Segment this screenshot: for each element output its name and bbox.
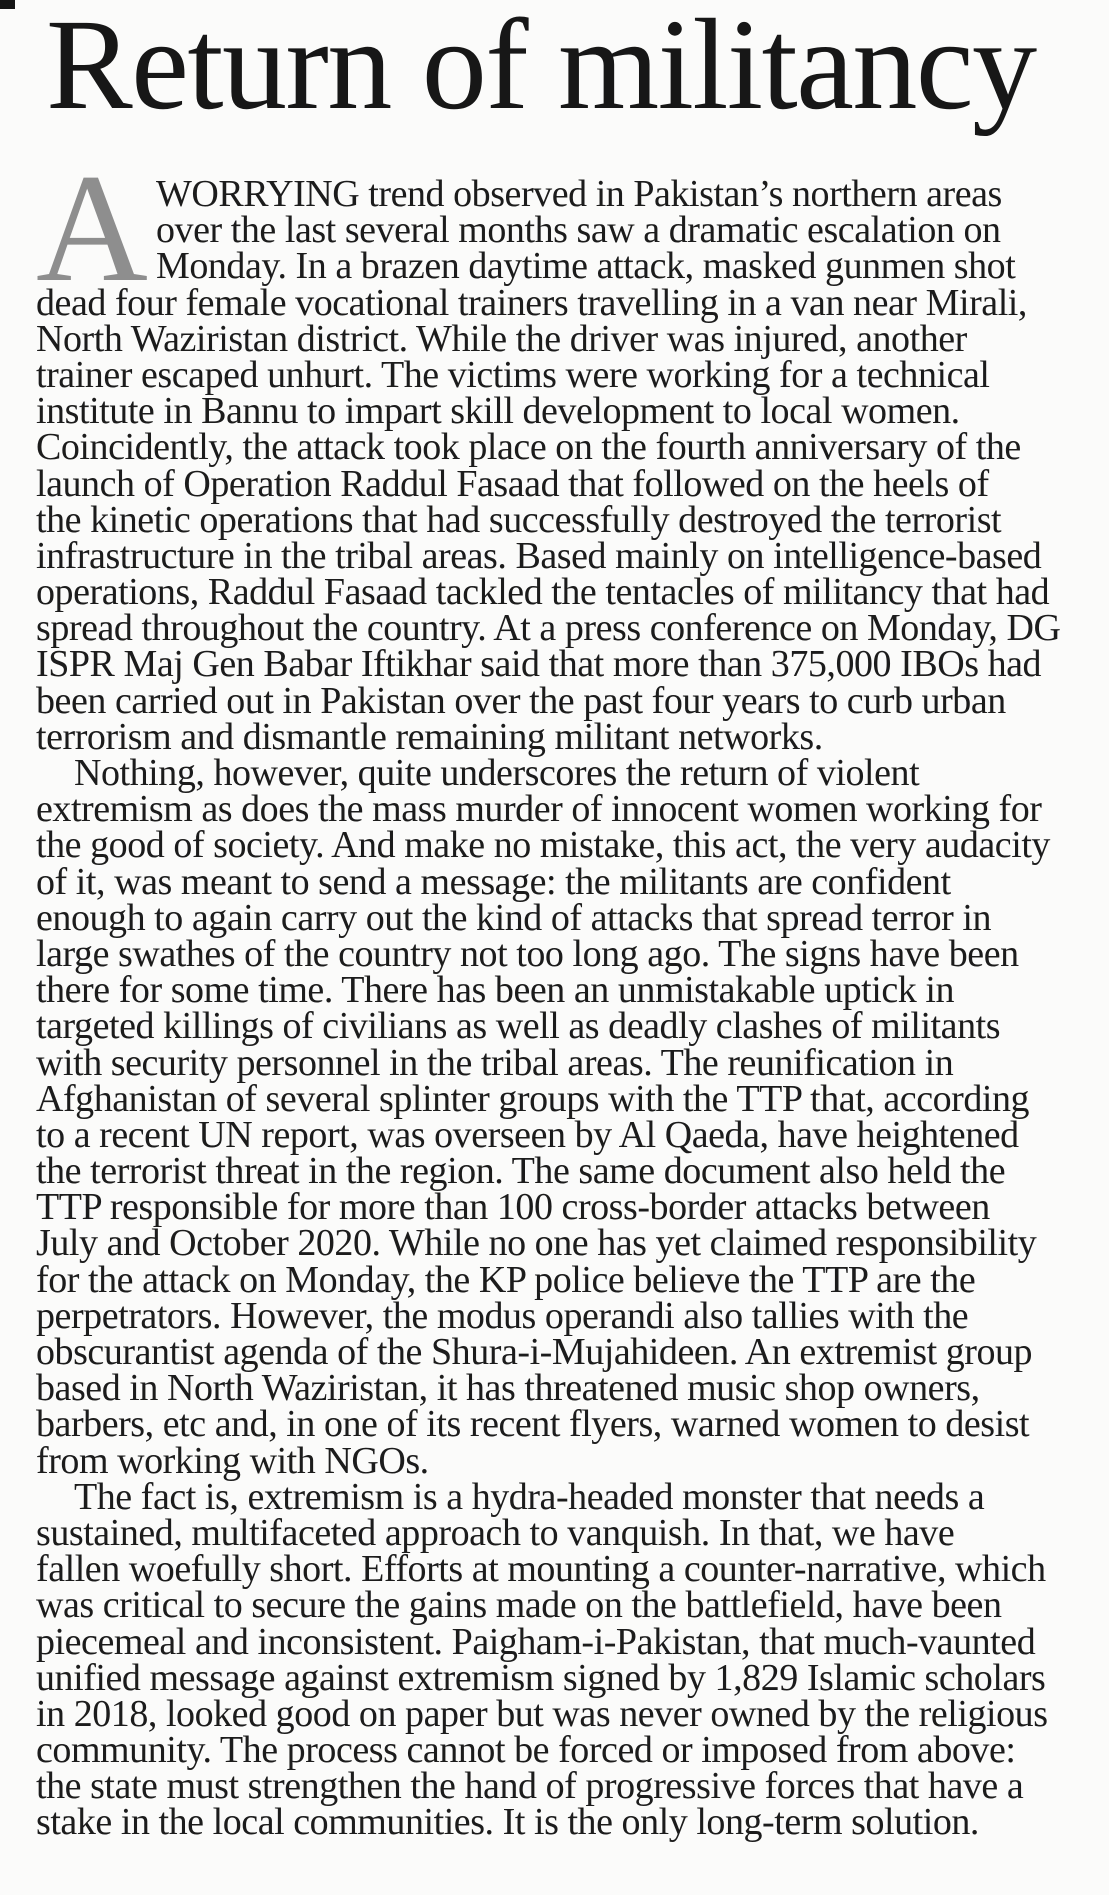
article-body bbox=[0, 142, 1109, 1844]
body-line-p2-l13: TTP responsible for more than 100 cross-border attacks between bbox=[36, 1186, 990, 1229]
body-line-p1-l9: launch of Operation Raddul Fasaad that followed on the heels of bbox=[36, 462, 989, 505]
body-line-p2-l17: obscurantist agenda of the Shura-i-Mujahideen. An extremist group bbox=[36, 1331, 1033, 1373]
body-line-p1-l10: the kinetic operations that had successfully destroyed the terrorist bbox=[36, 498, 1002, 541]
body-line-p3-l3: fallen woefully short. Efforts at mounting a counter-narrative, which bbox=[36, 1548, 1046, 1591]
body-line-p3-l9: the state must strengthen the hand of progressive forces that have a bbox=[36, 1765, 1024, 1808]
body-line-p2-l11: to a recent UN report, was overseen by Al Qaeda, have heightened bbox=[36, 1113, 1019, 1156]
body-line-p2-l5: enough to again carry out the kind of attacks that spread terror in bbox=[36, 896, 991, 939]
body-line-p2-l8: targeted killings of civilians as well as deadly clashes of militants bbox=[36, 1005, 1001, 1048]
body-line-p1-l16: terrorism and dismantle remaining militant networks. bbox=[36, 715, 823, 758]
body-line-p2-l16: perpetrators. However, the modus operandi also tallies with the bbox=[36, 1294, 969, 1337]
body-line-p1-l12: operations, Raddul Fasaad tackled the tentacles of militancy that had bbox=[36, 571, 1050, 614]
body-line-p2-l10: Afghanistan of several splinter groups with the TTP that, according bbox=[36, 1077, 1030, 1120]
article-title: Return of militancy bbox=[46, 0, 1036, 137]
body-line-p2-l3: the good of society. And make no mistake, this act, the very audacity bbox=[36, 824, 1050, 867]
body-line-p3-l2: sustained, multifaceted approach to vanquish. In that, we have bbox=[36, 1511, 955, 1554]
scan-artifact-mark bbox=[0, 0, 15, 9]
body-line-p1-l5: North Waziristan district. While the driver was injured, another bbox=[36, 317, 967, 360]
body-line-p2-l20: from working with NGOs. bbox=[36, 1439, 429, 1482]
body-line-p1-l8: Coincidently, the attack took place on the fourth anniversary of the bbox=[36, 426, 1021, 469]
body-line-p2-l18: based in North Waziristan, it has threatened music shop owners, bbox=[36, 1367, 980, 1410]
body-line-p3-l1: The fact is, extremism is a hydra-headed monster that needs a bbox=[74, 1475, 985, 1518]
body-line-p2-l9: with security personnel in the tribal areas. The reunification in bbox=[36, 1041, 954, 1084]
body-line-p1-l6: trainer escaped unhurt. The victims were working for a technical bbox=[36, 353, 990, 396]
body-line-p3-l7: in 2018, looked good on paper but was never owned by the religious bbox=[36, 1692, 1048, 1735]
body-line-p2-l6: large swathes of the country not too long ago. The signs have been bbox=[36, 932, 1019, 975]
body-line-p2-l14: July and October 2020. While no one has yet claimed responsibility bbox=[36, 1222, 1037, 1265]
body-line-p1-l11: infrastructure in the tribal areas. Based mainly on intelligence-based bbox=[36, 534, 1042, 577]
body-line-p2-l4: of it, was meant to send a message: the militants are confident bbox=[36, 860, 951, 903]
body-line-p1-l3: Monday. In a brazen daytime attack, masked gunmen shot bbox=[156, 245, 1016, 288]
body-line-p2-l1: Nothing, however, quite underscores the return of violent bbox=[74, 752, 920, 794]
body-line-p2-l19: barbers, etc and, in one of its recent flyers, warned women to desist bbox=[36, 1403, 1030, 1446]
body-line-p1-l4: dead four female vocational trainers travelling in a van near Mirali, bbox=[36, 281, 1027, 324]
body-line-p2-l12: the terrorist threat in the region. The same document also held the bbox=[36, 1150, 1006, 1193]
body-line-p3-l6: unified message against extremism signed by 1,829 Islamic scholars bbox=[36, 1656, 1046, 1699]
body-line-p2-l7: there for some time. There has been an unmistakable uptick in bbox=[36, 969, 955, 1012]
body-line-p3-l4: was critical to secure the gains made on the battlefield, have been bbox=[36, 1584, 1002, 1627]
body-line-p2-l2: extremism as does the mass murder of innocent women working for bbox=[36, 788, 1042, 831]
body-line-p3-l5: piecemeal and inconsistent. Paigham-i-Pakistan, that much-vaunted bbox=[36, 1620, 1036, 1663]
body-line-p1-l2: over the last several months saw a dramatic escalation on bbox=[156, 209, 1001, 252]
body-line-p3-l10: stake in the local communities. It is the only long-term solution. bbox=[36, 1801, 979, 1844]
body-line-p1-l14: ISPR Maj Gen Babar Iftikhar said that more than 375,000 IBOs had bbox=[36, 643, 1042, 686]
body-line-p3-l8: community. The process cannot be forced or imposed from above: bbox=[36, 1729, 1016, 1772]
body-line-p1-l15: been carried out in Pakistan over the past four years to curb urban bbox=[36, 679, 1006, 722]
body-line-p2-l15: for the attack on Monday, the KP police believe the TTP are the bbox=[36, 1258, 976, 1301]
body-line-p1-l1: WORRYING trend observed in Pakistan’s northern areas bbox=[156, 173, 1002, 215]
body-line-p1-l7: institute in Bannu to impart skill development to local women. bbox=[36, 390, 960, 433]
drop-cap: A bbox=[36, 142, 148, 314]
body-line-p1-l13: spread throughout the country. At a press conference on Monday, DG bbox=[36, 607, 1061, 650]
